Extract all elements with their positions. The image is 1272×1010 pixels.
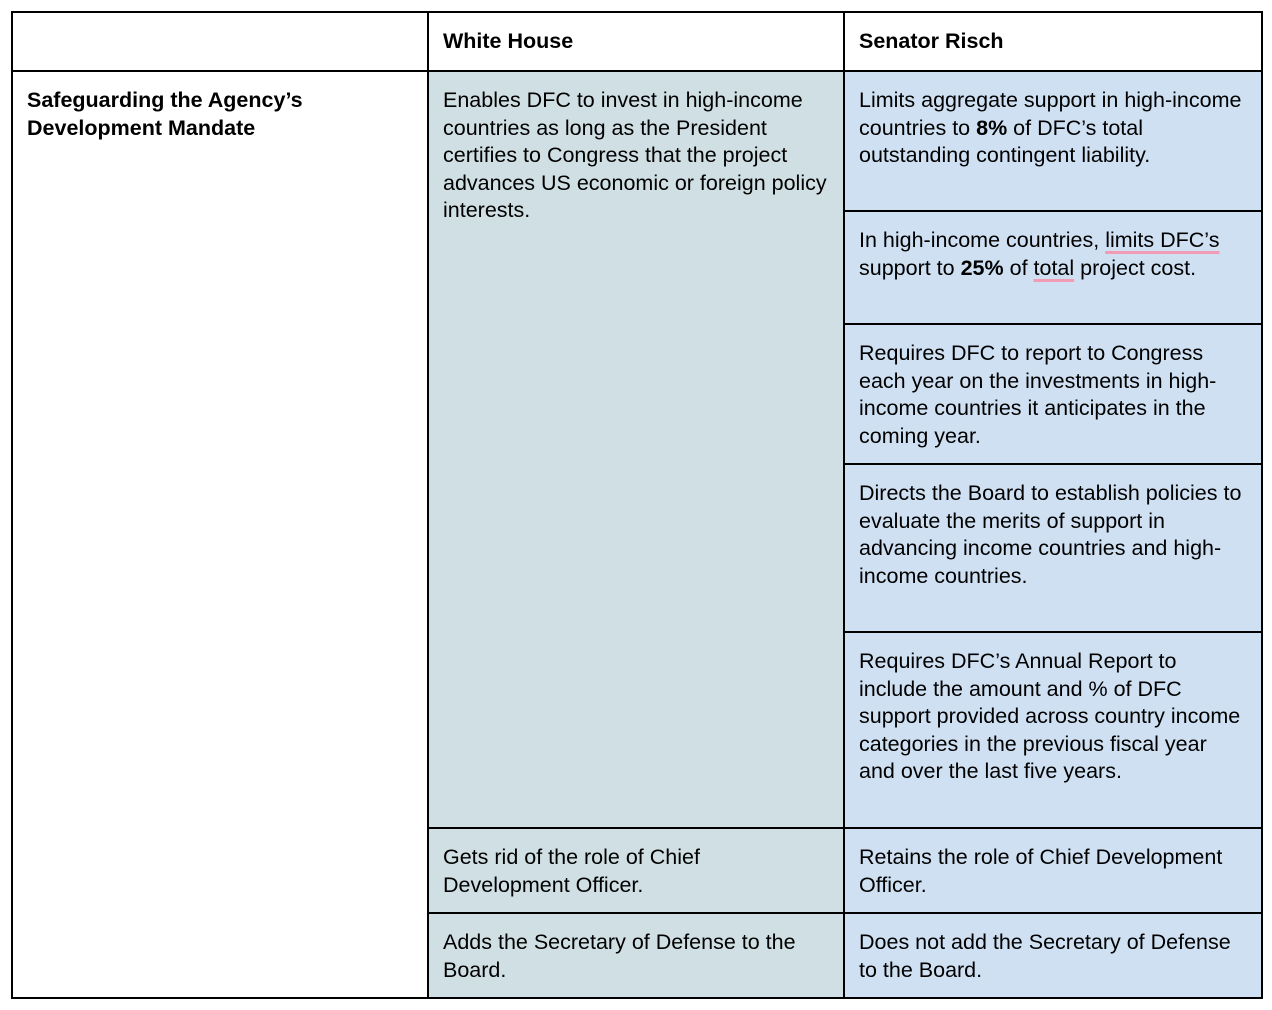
- risch-aggregate-limit-text: Limits aggregate support in high-income countries to: [859, 88, 1242, 140]
- risch-defense-cell: Does not add the Secretary of Defense to the Board.: [844, 913, 1262, 998]
- topic-cell: Safeguarding the Agency’s Development Mandate: [12, 71, 428, 998]
- aggregate-limit-percent: 8%: [976, 115, 1008, 140]
- table-row: [12, 71, 1262, 211]
- white-house-defense-cell: Adds the Secretary of Defense to the Board.: [428, 913, 844, 998]
- spellcheck-marked-text[interactable]: limits DFC’s: [1105, 228, 1220, 252]
- risch-annual-report-congress-cell: Requires DFC to report to Congress each year on the investments in high-income countries it anticipates in the coming year.: [844, 324, 1262, 464]
- project-cost-percent: 25%: [960, 255, 1004, 280]
- spellcheck-marked-text[interactable]: total: [1033, 255, 1075, 280]
- header-senator-risch: Senator Risch: [844, 12, 1262, 71]
- risch-annual-report-cell: Requires DFC’s Annual Report to include the amount and % of DFC support provided across country income categories in the previous fiscal year and over the last five years.: [844, 632, 1262, 828]
- risch-aggregate-limit-cell: [844, 71, 1262, 211]
- risch-project-cost-text: In high-income countries,: [859, 228, 1106, 252]
- comparison-table: [11, 11, 1263, 999]
- white-house-investment-cell: Enables DFC to invest in high-income countries as long as the President certifies to Congress that the project advances US economic or foreign policy interests.: [428, 71, 844, 828]
- risch-project-cost-cell: [844, 211, 1262, 324]
- header-white-house: White House: [428, 12, 844, 71]
- risch-aggregate-limit-text-end: of DFC’s total outstanding contingent liability.: [859, 115, 1151, 168]
- risch-project-cost-text: project cost.: [1074, 255, 1197, 280]
- header-blank-cell: [12, 12, 428, 71]
- white-house-cdo-cell: Gets rid of the role of Chief Development Officer.: [428, 828, 844, 913]
- risch-project-cost-text: support to: [859, 255, 961, 280]
- risch-project-cost-text: of: [1003, 255, 1034, 280]
- header-row: [12, 12, 1262, 71]
- risch-cdo-cell: Retains the role of Chief Development Officer.: [844, 828, 1262, 913]
- risch-board-policies-cell: Directs the Board to establish policies to evaluate the merits of support in advancing income countries and high-income countries.: [844, 464, 1262, 632]
